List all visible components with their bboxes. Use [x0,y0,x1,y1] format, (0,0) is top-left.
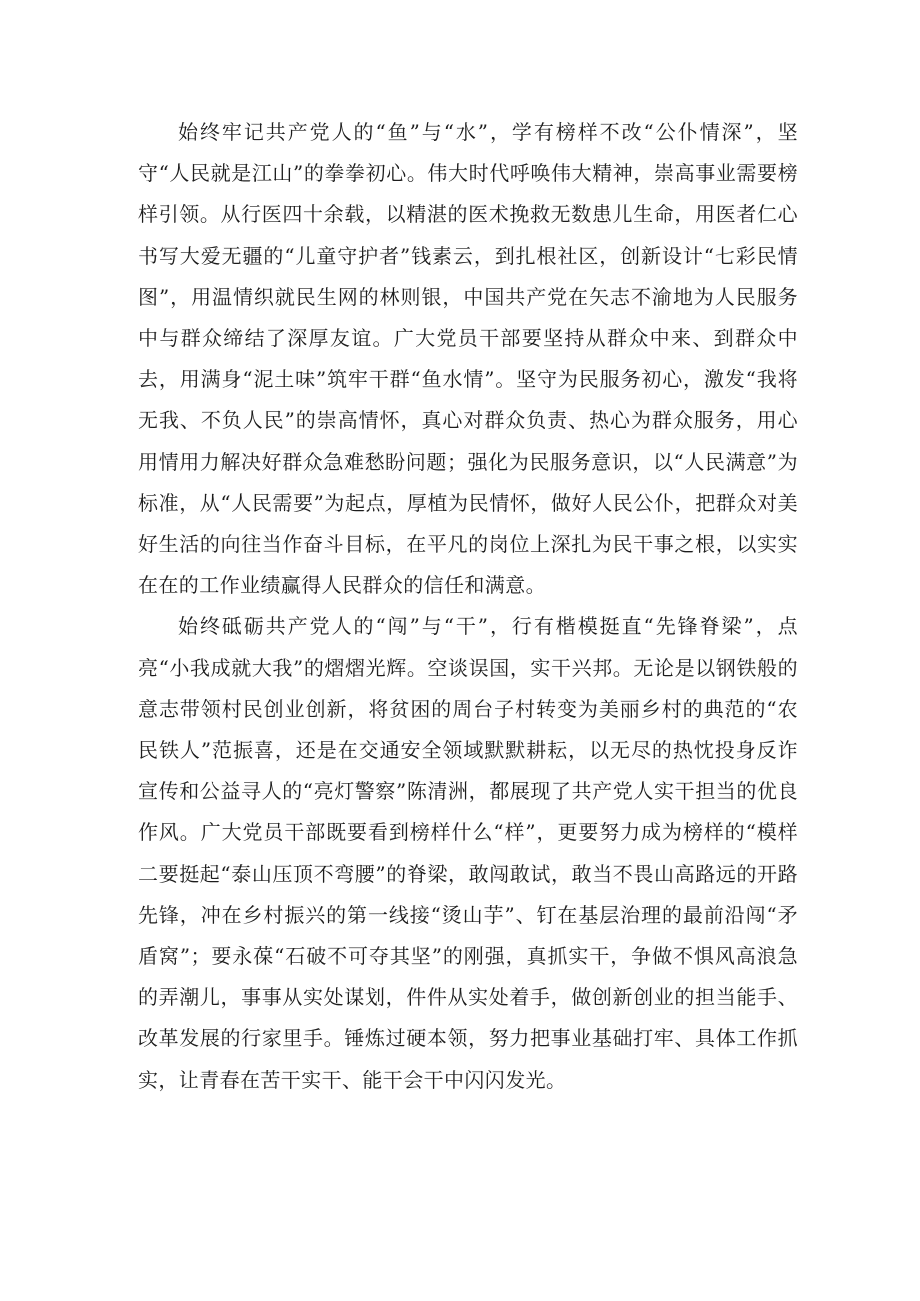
document-body [138,112,798,1101]
paragraph-2: 始终砥砺共产党人的“闯”与“干”，行有楷模挺直“先锋脊梁”，点亮“小我成就大我”的熠熠光辉。空谈误国，实干兴邦。无论是以钢铁般的意志带领村民创业创新，将贫困的周台子村转变为美丽乡村的典范的“农民铁人”范振喜，还是在交通安全领域默默耕耘，以无尽的热忱投身反诈宣传和公益寻人的“亮灯警察”陈清洲，都展现了共产党人实干担当的优良作风。广大党员干部既要看到榜样什么“样”，更要努力成为榜样的“模样二要挺起“泰山压顶不弯腰”的脊梁，敢闯敢试，敢当不畏山高路远的开路先锋，冲在乡村振兴的第一线接“烫山芋”、钉在基层治理的最前沿闯“矛盾窝”；要永葆“石破不可夺其坚”的刚强，真抓实干，争做不惧风高浪急的弄潮儿，事事从实处谋划，件件从实处着手，做创新创业的担当能手、改革发展的行家里手。锤炼过硬本领，努力把事业基础打牢、具体工作抓实，让青春在苦干实干、能干会干中闪闪发光。 [138,614,798,1092]
paragraph-1: 始终牢记共产党人的“鱼”与“水”，学有榜样不改“公仆情深”，坚守“人民就是江山”的拳拳初心。伟大时代呼唤伟大精神，崇高事业需要榜样引领。从行医四十余载，以精湛的医术挽救无数患儿生命，用医者仁心书写大爱无疆的“儿童守护者”钱素云，到扎根社区，创新设计“七彩民情图”，用温情织就民生网的林则银，中国共产党在矢志不渝地为人民服务中与群众缔结了深厚友谊。广大党员干部要坚持从群众中来、到群众中去，用满身“泥土味”筑牢干群“鱼水情”。坚守为民服务初心，激发“我将无我、不负人民”的崇高情怀，真心对群众负责、热心为群众服务，用心用情用力解决好群众急难愁盼问题；强化为民服务意识，以“人民满意”为标准，从“人民需要”为起点，厚植为民情怀，做好人民公仆，把群众对美好生活的向往当作奋斗目标，在平凡的岗位上深扎为民干事之根，以实实在在的工作业绩赢得人民群众的信任和满意。 [138,120,798,598]
